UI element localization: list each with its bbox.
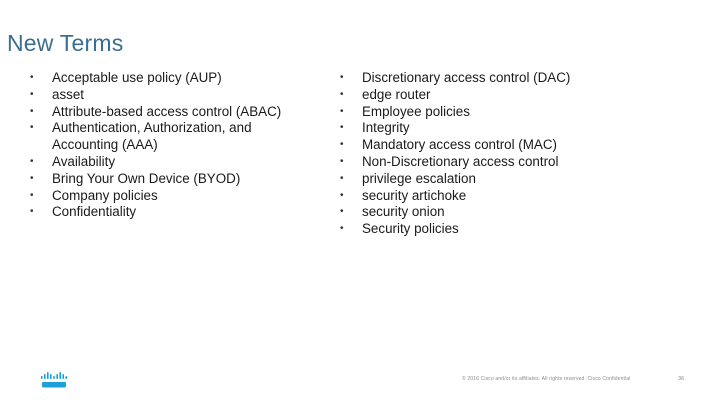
term-text: Company policies (52, 187, 158, 203)
list-item (340, 70, 640, 87)
copyright-text: © 2016 Cisco and/or its affiliates. All rights reserved. Cisco Confidential (462, 376, 631, 382)
page-number: 36 (678, 376, 685, 382)
list-item (340, 104, 640, 121)
cisco-logo-icon (40, 372, 68, 388)
list-item (30, 70, 305, 87)
list-item (340, 221, 640, 238)
bullet-icon: • (30, 122, 34, 134)
bullet-icon: • (30, 189, 34, 201)
term-text: asset (52, 86, 85, 102)
bullet-icon: • (340, 206, 344, 218)
term-text: Employee policies (362, 103, 470, 119)
list-item (340, 171, 640, 188)
list-item (340, 87, 640, 104)
term-text: Non-Discretionary access control (362, 153, 559, 169)
bullet-icon: • (30, 72, 34, 83)
bullet-icon: • (340, 189, 344, 201)
list-item (30, 188, 305, 205)
slide-title: New Terms (7, 30, 124, 56)
term-text: Mandatory access control (MAC) (362, 137, 557, 153)
list-item (340, 188, 640, 205)
list-item (30, 120, 305, 154)
list-item (30, 104, 305, 121)
list-item (340, 137, 640, 154)
term-text: Attribute-based access control (ABAC) (52, 103, 282, 119)
bullet-icon: • (30, 105, 34, 117)
bullet-icon: • (340, 139, 344, 151)
list-item (30, 87, 305, 104)
bullet-icon: • (30, 155, 34, 167)
right-term-list (340, 70, 640, 238)
bullet-icon: • (340, 223, 344, 235)
bullet-icon: • (30, 206, 34, 218)
term-text: Availability (52, 153, 116, 169)
term-text: privilege escalation (362, 170, 476, 186)
list-item (30, 154, 305, 171)
list-item (340, 120, 640, 137)
term-text: Bring Your Own Device (BYOD) (52, 170, 241, 186)
bullet-icon: • (30, 88, 34, 100)
bullet-icon: • (340, 122, 344, 134)
left-term-list (30, 70, 305, 221)
bullet-icon: • (340, 88, 344, 100)
bullet-icon: • (340, 155, 344, 167)
term-text: Security policies (362, 221, 459, 237)
term-text: Integrity (362, 120, 410, 136)
bullet-icon: • (340, 105, 344, 117)
term-text: security onion (362, 204, 445, 220)
term-text: Discretionary access control (DAC) (362, 70, 571, 85)
bullet-icon: • (30, 172, 34, 184)
list-item (340, 204, 640, 221)
term-text: Acceptable use policy (AUP) (52, 70, 222, 85)
bullet-icon: • (340, 72, 344, 83)
list-item (30, 204, 305, 221)
bullet-icon: • (340, 172, 344, 184)
term-text: Authentication, Authorization, and Accounting (AAA) (52, 120, 252, 153)
term-text: security artichoke (362, 187, 467, 203)
term-text: Confidentiality (52, 204, 137, 220)
list-item (30, 171, 305, 188)
term-text: edge router (362, 86, 431, 102)
list-item (340, 154, 640, 171)
